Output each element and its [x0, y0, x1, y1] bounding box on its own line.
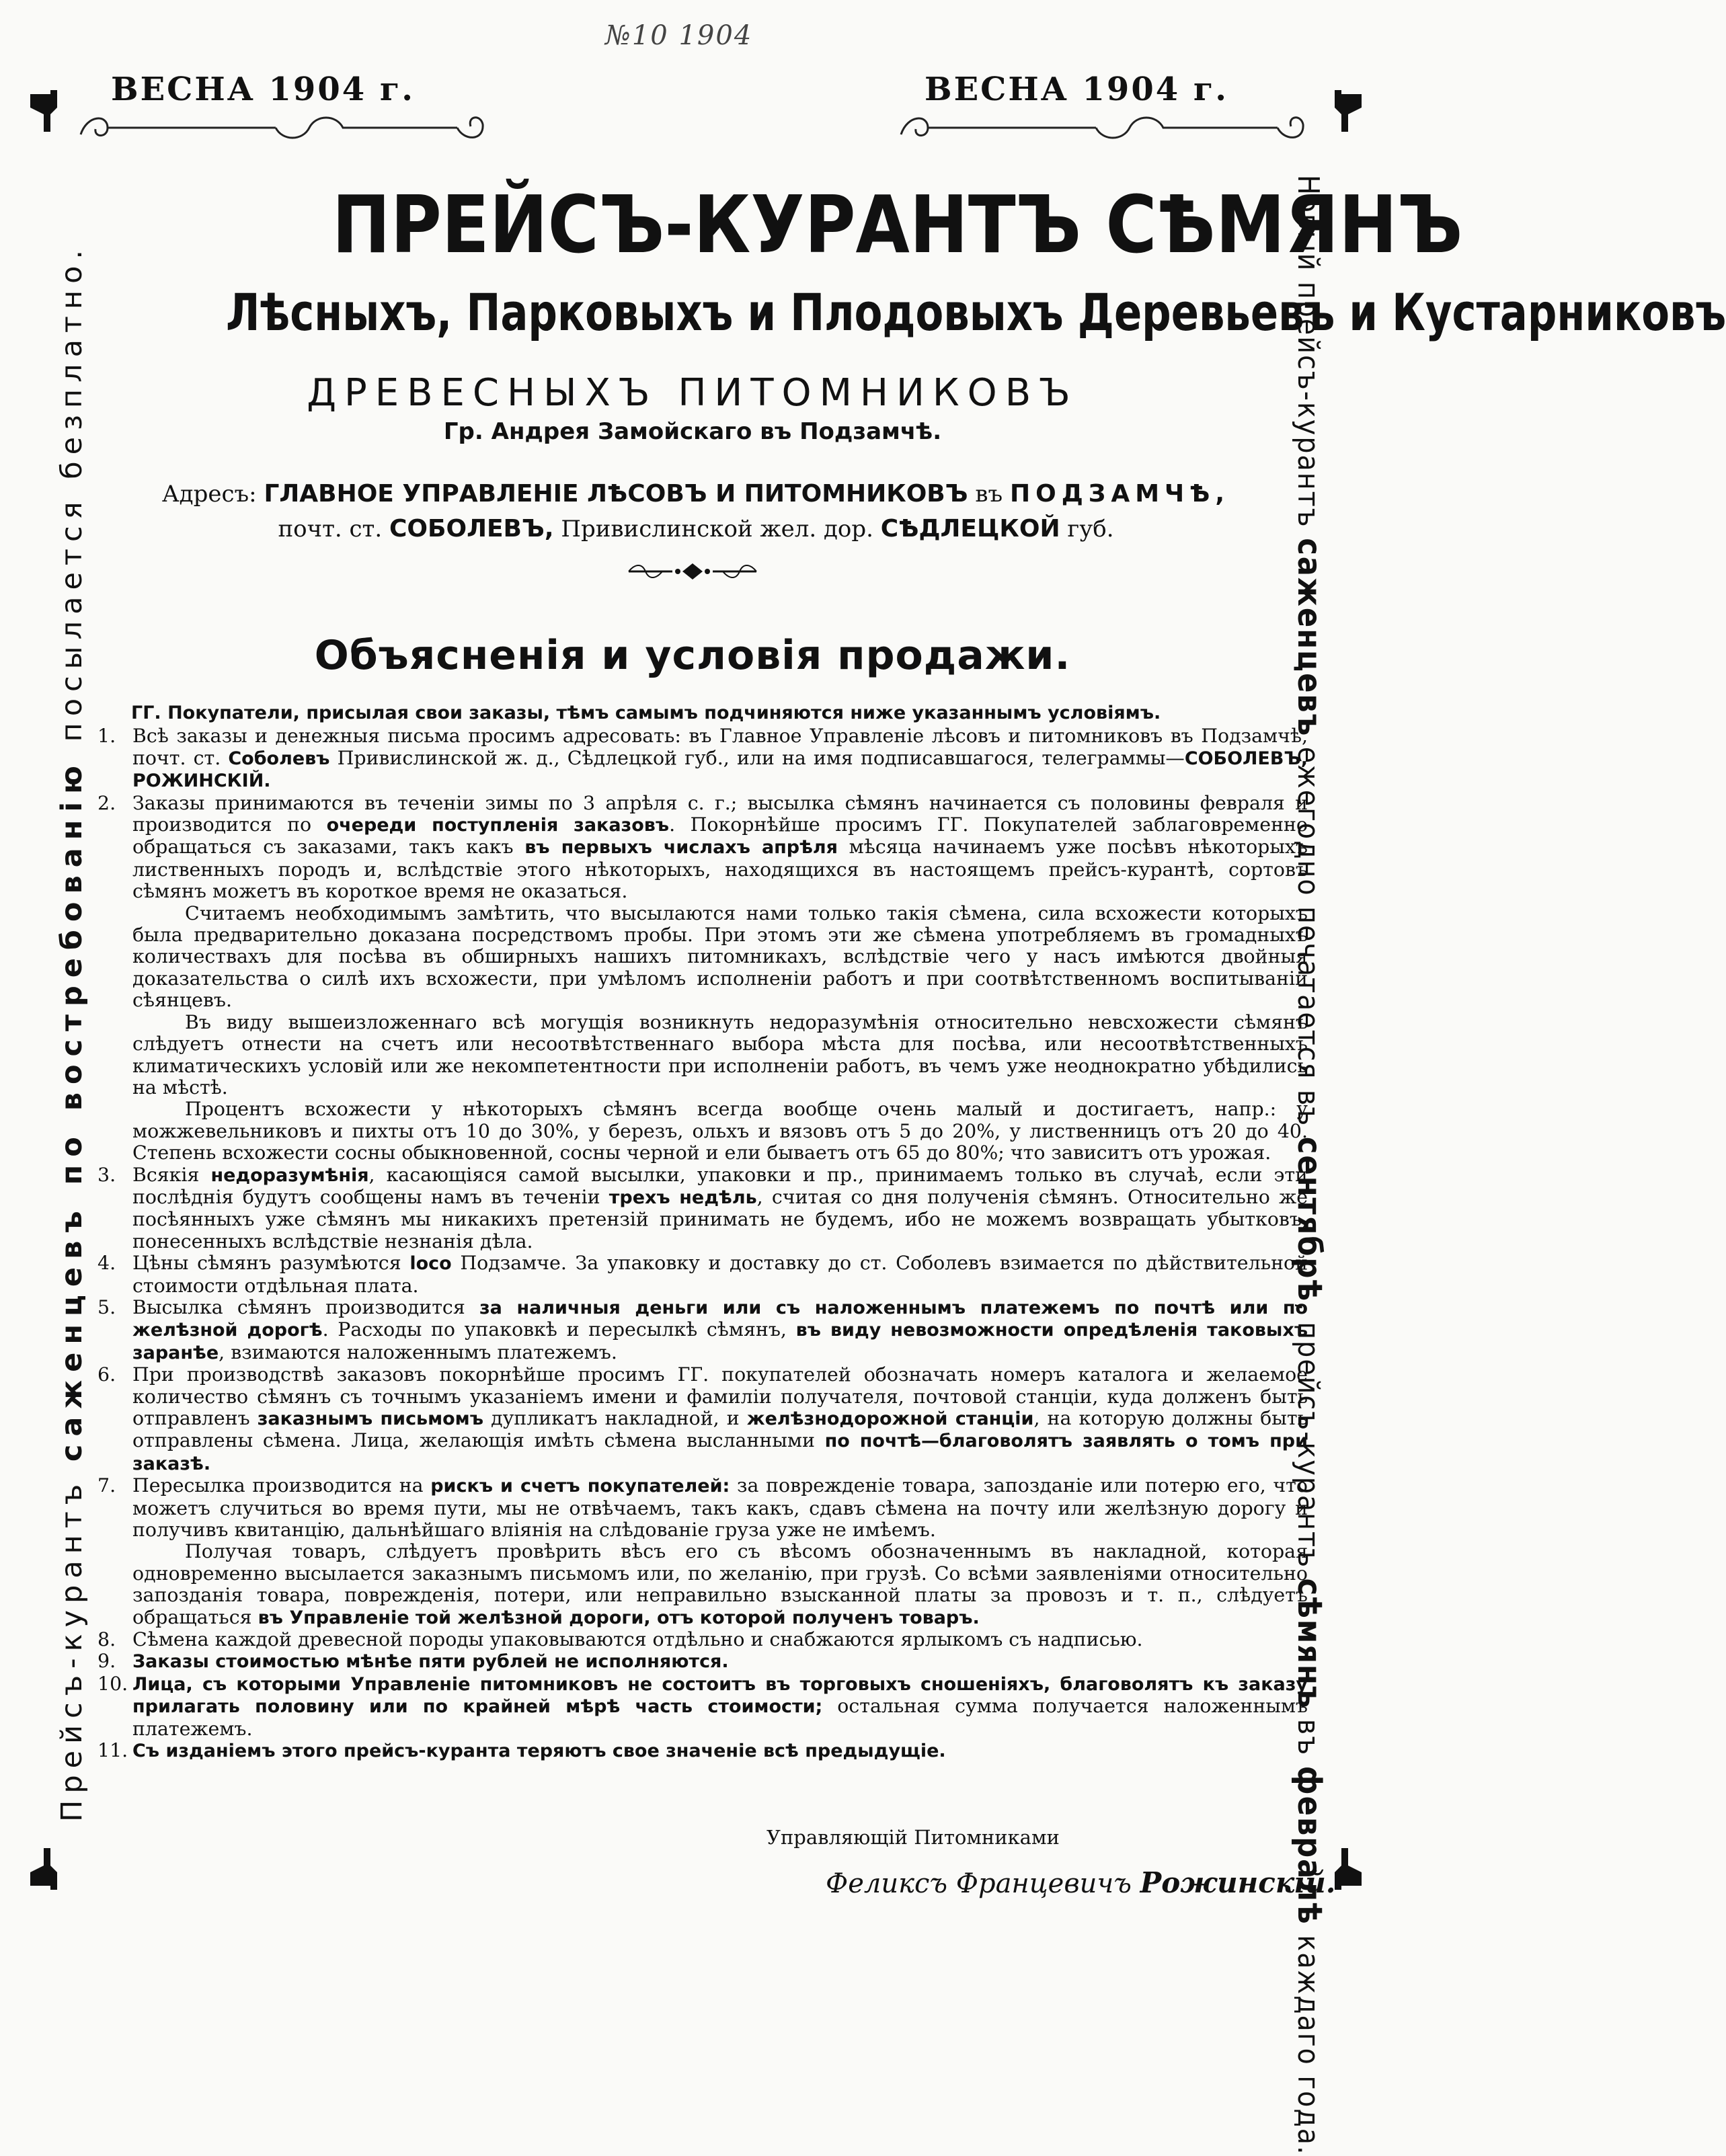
address-line-2 [128, 515, 1264, 543]
emphasis-text: Лица, съ которыми Управленіе питомниковъ не состоитъ въ торговыхъ сношеніяхъ, благоволятъ къ заказу прилагать половину или по крайней мѣрѣ часть стоимости; [132, 1673, 1308, 1718]
condition-number: 7. [97, 1474, 116, 1497]
signer-surname: Рожинскій. [1140, 1866, 1336, 1899]
nursery-heading: ДРЕВЕСНЫХЪ ПИТОМНИКОВЪ [307, 371, 1078, 415]
emphasis-text: Съ изданіемъ этого прейсъ-куранта теряютъ свое значеніе всѣ предыдущіе. [132, 1741, 946, 1762]
emphasis-text: въ первыхъ числахъ апрѣля [524, 837, 838, 859]
body-text: остальная сумма получается наложеннымъ платежемъ. [132, 1695, 1308, 1740]
emphasis-text: Заказы стоимостью мѣнѣе пяти рублей не исполняются. [132, 1651, 729, 1673]
body-text: , касающіяся самой высылки, упаковки и пр., принимаемъ только въ случаѣ, если эти послѣднія будутъ сообщены намъ въ теченіи [132, 1163, 1308, 1208]
condition-number: 1. [97, 725, 116, 748]
body-text: Считаемъ необходимымъ замѣтить, что высылаются нами только такія сѣмена, сила всхожести которыхъ была предварительно доказана посредствомъ пробы. При этомъ эти же сѣмена употребляемъ въ громадныхъ количествахъ для посѣва въ обширныхъ нашихъ питомникахъ, вслѣдствіе чего у насъ имѣются двойныя доказательства о силѣ ихъ всхожести, при умѣломъ исполненіи работъ и при соотвѣтственномъ воспитываніи сѣянцевъ. [132, 902, 1308, 1012]
body-text: , считая со дня полученія сѣмянъ. Относительно же посѣянныхъ уже сѣмянъ мы никакихъ претензій принимать не будемъ, ибо не можемъ возвращать убытковъ, понесенныхъ вслѣдствіе незнанія дѣла. [132, 1185, 1308, 1252]
signer-name: Феликсъ Францевичъ [826, 1868, 1132, 1899]
condition-item [97, 1297, 1308, 1364]
address-governorate: СѢДЛЕЦКОЙ [880, 515, 1060, 543]
side-note-right-segment: каждаго года. [1291, 1925, 1325, 2156]
page-title: ПРЕЙСЪ-КУРАНТЪ СѢМЯНЪ [331, 178, 1463, 271]
emphasis-text: трехъ недѣль [609, 1187, 757, 1208]
season-left: ВЕСНА 1904 г. [111, 71, 415, 108]
body-text: Цѣны сѣмянъ разумѣются [132, 1252, 410, 1275]
body-text: Высылка сѣмянъ производится [132, 1295, 479, 1318]
side-note-right-segment: сентябрѣ [1290, 1136, 1328, 1303]
body-text: за поврежденіе товара, запозданіе или потерю его, что можетъ случиться во время пути, мы не отвѣчаемъ, такъ какъ, сдавъ сѣмена на почту или желѣзную дорогу и получивъ квитанцію, дальнѣйшаго вліянія на слѣдованіе груза уже не имѣемъ. [132, 1474, 1308, 1542]
address-gub: губ. [1067, 516, 1114, 543]
side-note-right-segment: , прейсъ-курантъ [1291, 1302, 1325, 1579]
body-text: , на которую должны быть отправлены сѣмена. Лица, желающія имѣть сѣмена высланными [132, 1407, 1308, 1452]
condition-item [97, 1475, 1308, 1541]
condition-text [132, 1650, 1308, 1673]
emphasis-text: въ виду невозможности опредѣленія таковыхъ заранѣе [132, 1320, 1308, 1363]
emphasis-text: заказнымъ письмомъ [257, 1408, 483, 1429]
emphasis-text: за наличныя деньги или съ наложеннымъ платежемъ по почтѣ или по желѣзной дорогѣ [132, 1297, 1308, 1341]
side-note-right-segment: Новый прейсъ-курантъ [1291, 175, 1325, 538]
condition-text [132, 1673, 1308, 1740]
condition-number: 11. [97, 1739, 128, 1762]
body-text: дупликатъ накладной, и [483, 1407, 747, 1429]
body-text: , взимаются наложеннымъ платежемъ. [219, 1341, 617, 1363]
condition-item [97, 1252, 1308, 1297]
body-text: Процентъ всхожести у нѣкоторыхъ сѣмянъ всегда вообще очень малый и достигаетъ, напр.: у можжевельниковъ и пихты отъ 10 до 30%, у березъ, ольхъ и вязовъ отъ 5 до 20%, у лиственницъ отъ 20 до 40. Степень всхожести сосны обыкновенной, сосны черной и ели бываетъ отъ 65 до 80%; что зависитъ отъ урожая. [132, 1098, 1308, 1164]
body-text: . Расходы по упаковкѣ и пересылкѣ сѣмянъ, [322, 1318, 796, 1341]
side-note-left-part1: Прейсъ-курантъ [55, 1477, 89, 1822]
condition-item [97, 1650, 1308, 1673]
address-post-label: почт. ст. [278, 516, 383, 543]
ornament-divider [625, 559, 760, 584]
side-note-left-bold: саженцевъ по востребованію [55, 758, 89, 1462]
signer [826, 1866, 1335, 1899]
condition-paragraph [97, 1541, 1308, 1629]
emphasis-text: Соболевъ [228, 748, 330, 769]
address-line-1 [128, 480, 1264, 508]
condition-number: 5. [97, 1295, 116, 1318]
condition-number: 4. [97, 1252, 116, 1275]
season-right: ВЕСНА 1904 г. [925, 71, 1228, 108]
side-note-right-segment: ежегодно печатается въ [1291, 737, 1325, 1137]
condition-text [132, 1475, 1308, 1541]
condition-item [97, 1740, 1308, 1762]
condition-text [132, 1364, 1308, 1475]
emphasis-text: loco [409, 1253, 452, 1275]
emphasis-text: недоразумѣнія [210, 1164, 369, 1186]
condition-text [132, 1629, 1308, 1650]
condition-item [97, 793, 1308, 903]
condition-number: 10. [97, 1672, 128, 1695]
conditions-intro: ГГ. Покупатели, присылая свои заказы, тѣмъ самымъ подчиняются ниже указаннымъ условіямъ. [131, 703, 1161, 723]
pointing-hand-icon [24, 1845, 64, 1892]
flourish-left [74, 108, 491, 148]
page-subtitle: Лѣсныхъ, Парковыхъ и Плодовыхъ Деревьевъ и Кустарниковъ [226, 282, 1726, 342]
pointing-hand-icon [24, 87, 64, 134]
address-main: ГЛАВНОЕ УПРАВЛЕНІЕ ЛѢСОВЪ И ПИТОМНИКОВЪ [264, 480, 968, 508]
condition-item [97, 1629, 1308, 1650]
condition-item [97, 1364, 1308, 1475]
body-text: Сѣмена каждой древесной породы упаковываются отдѣльно и снабжаются ярлыкомъ съ надписью. [132, 1628, 1143, 1651]
emphasis-text: по почтѣ—благоволятъ заявлять о томъ при заказѣ. [132, 1431, 1308, 1474]
body-text: мѣсяца начинаемъ уже посѣвъ нѣкоторыхъ лиственныхъ породъ и, вслѣдствіе этого нѣкоторыхъ, находящихся въ настоящемъ прейсъ-курантѣ, сортовъ сѣмянъ можетъ въ короткое время не оказаться. [132, 836, 1308, 903]
condition-number: 9. [97, 1650, 116, 1673]
body-text: Всякія [132, 1163, 211, 1186]
condition-text [132, 1297, 1308, 1364]
owner-line: Гр. Андрея Замойскаго въ Подзамчѣ. [443, 418, 942, 445]
condition-item [97, 1673, 1308, 1740]
condition-number: 8. [97, 1628, 116, 1651]
body-text: Въ виду вышеизложеннаго всѣ могущія возникнуть недоразумѣнія относительно невсхожести сѣмянъ слѣдуетъ отнести на счетъ или несоотвѣтственнаго выбора мѣста для посѣва, или несоотвѣтственныхъ климатическихъ условій или же некомпетентности при исполненіи работъ, въ чемъ уже неоднократно убѣдились на мѣстѣ. [132, 1010, 1308, 1099]
body-text: Заказы принимаются въ теченіи зимы по 3 апрѣля с. г.; высылка сѣмянъ начинается съ половины февраля и производится по [132, 791, 1308, 836]
condition-number: 2. [97, 791, 116, 814]
body-text: Привислинской ж. д., Сѣдлецкой губ., или на имя подписавшагося, телеграммы— [329, 746, 1185, 769]
address-in: въ [975, 481, 1003, 508]
address-station: СОБОЛЕВЪ, [389, 515, 554, 543]
emphasis-text: желѣзнодорожной станціи [746, 1408, 1034, 1429]
side-note-right-segment: саженцевъ [1290, 538, 1328, 737]
side-note-left-part2: посылается безплатно. [55, 243, 89, 742]
condition-text [132, 725, 1308, 792]
body-text: Получая товаръ, слѣдуетъ провѣрить вѣсъ его съ вѣсомъ обозначеннымъ въ накладной, которая одновременно высылается заказнымъ письмомъ или, по желанію, при грузѣ. Со всѣми заявленіями относительно запозданія товара, поврежденія, потери, или неправильно взысканной платы за провозъ и т. п., слѣдуетъ обращаться [132, 1540, 1308, 1628]
body-text: Пересылка производится на [132, 1474, 431, 1497]
emphasis-text: рискъ и счетъ покупателей: [430, 1476, 730, 1497]
archive-mark: №10 1904 [605, 20, 753, 51]
side-note-right-segment: февралѣ [1290, 1765, 1328, 1925]
conditions-text [97, 703, 1308, 1763]
address-place: ПОДЗАМЧѢ, [1009, 480, 1230, 508]
flourish-right [894, 108, 1311, 148]
side-note-right-segment: въ [1291, 1709, 1325, 1766]
body-text: Подзамче. За упаковку и доставку до ст. Соболевъ взимается по дѣйствительной стоимости отдѣльная плата. [132, 1252, 1308, 1297]
emphasis-text: СОБОЛЕВЪ, РОЖИНСКІЙ. [132, 748, 1308, 792]
condition-text [132, 1164, 1308, 1253]
signature-title: Управляющій Питомниками [767, 1826, 1060, 1849]
condition-number: 6. [97, 1363, 116, 1386]
condition-item [97, 725, 1308, 792]
section-heading: Объясненія и условія продажи. [314, 632, 1071, 679]
emphasis-text: въ Управленіе той желѣзной дороги, отъ которой полученъ товаръ. [258, 1607, 980, 1628]
condition-text [132, 1740, 1308, 1762]
pointing-hand-icon [1328, 87, 1368, 134]
condition-text [132, 1252, 1308, 1297]
condition-paragraph [97, 1099, 1308, 1164]
condition-paragraph [97, 1012, 1308, 1099]
body-text: Всѣ заказы и денежныя письма просимъ адресовать: въ Главное Управленіе лѣсовъ и питомниковъ въ Подзамчѣ, почт. ст. [132, 725, 1308, 769]
body-text: . Покорнѣйше просимъ ГГ. Покупателей заблаговременно обращаться съ заказами, такъ какъ [132, 813, 1308, 859]
side-note-left [55, 155, 89, 1822]
condition-item [97, 1164, 1308, 1253]
condition-number: 3. [97, 1163, 116, 1186]
address-label: Адресъ: [161, 481, 257, 508]
side-note-right-segment: сѣмянъ [1290, 1578, 1328, 1710]
address-railway: Привислинской жел. дор. [561, 516, 873, 543]
condition-paragraph [97, 903, 1308, 1012]
emphasis-text: очереди поступленія заказовъ [326, 815, 670, 836]
body-text: При производствѣ заказовъ покорнѣйше просимъ ГГ. покупателей обозначать номеръ каталога и желаемое количество сѣмянъ съ точнымъ указаніемъ имени и фамиліи получателя, почтовой станціи, куда долженъ быть отправленъ [132, 1363, 1308, 1429]
condition-text [132, 793, 1308, 903]
